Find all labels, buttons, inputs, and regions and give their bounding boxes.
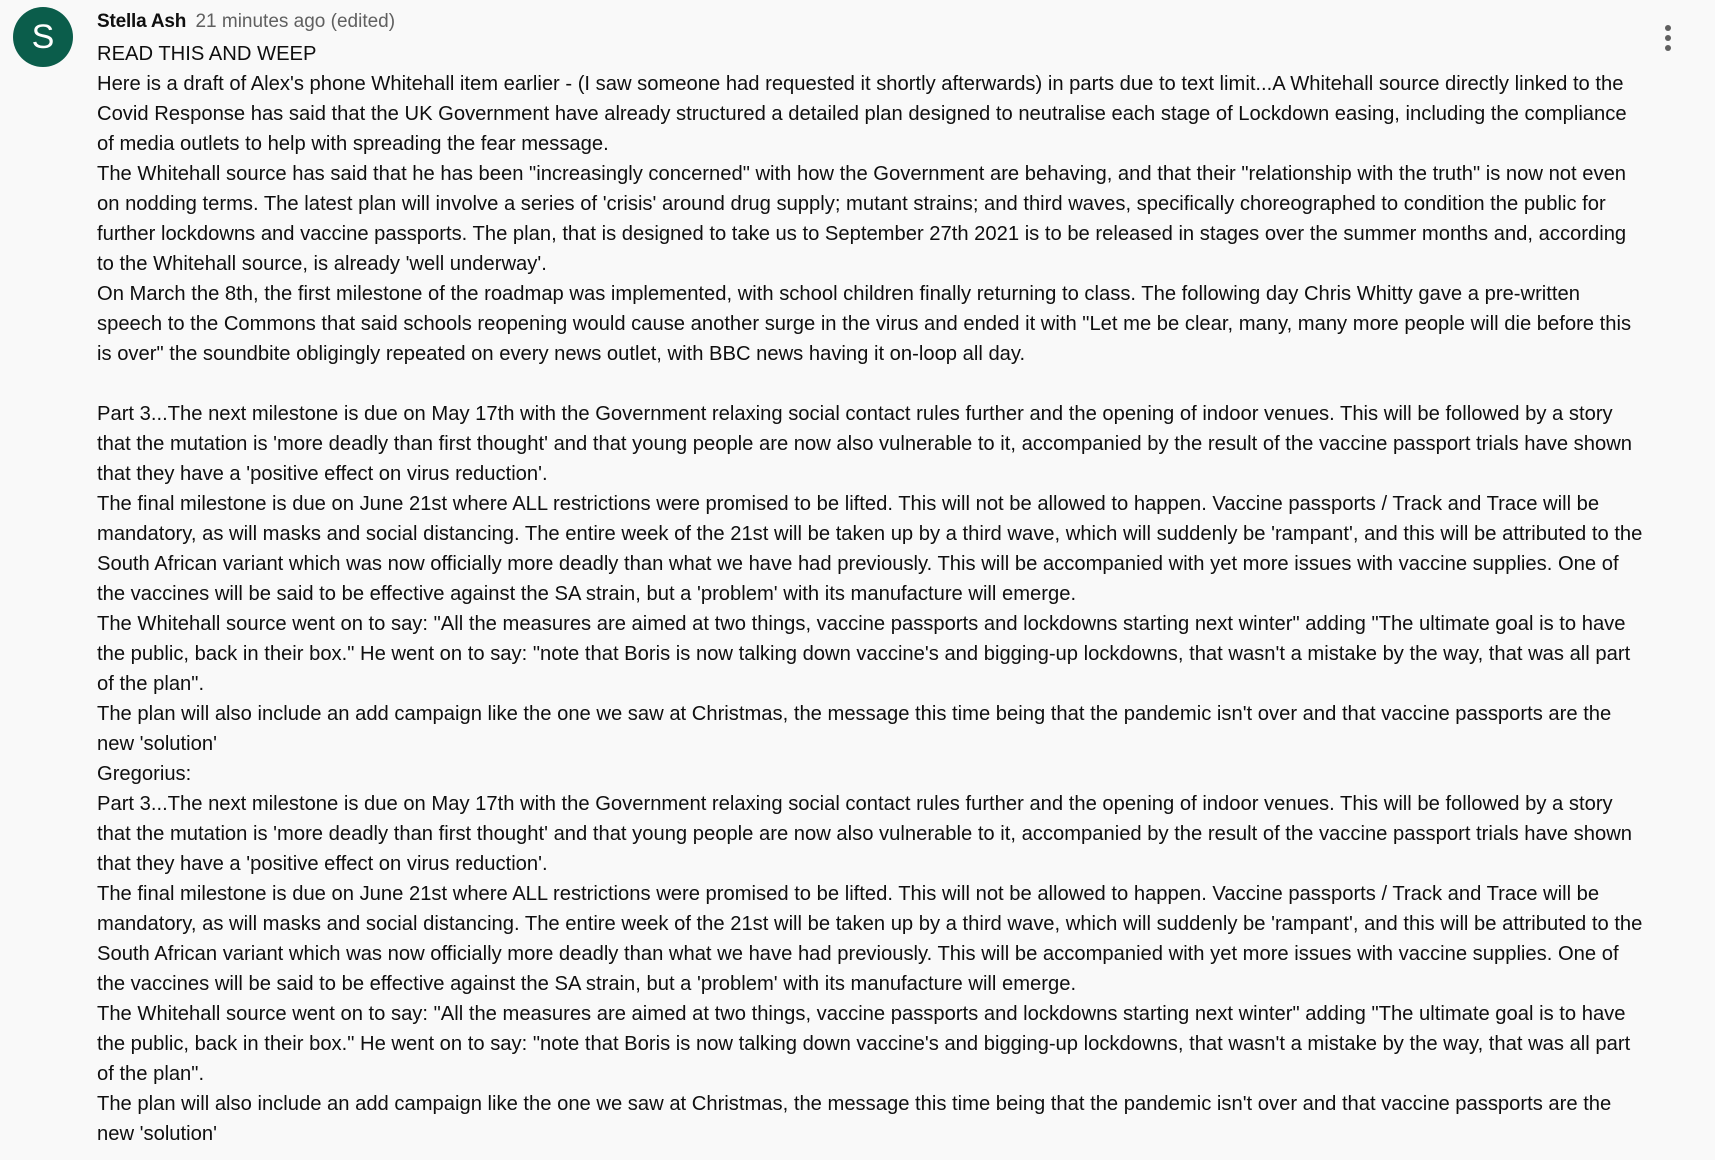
comment-paragraph: The Whitehall source has said that he has been "increasingly concerned" with how the Government are behaving, and that their "relationship with the truth" is now not even on nodding terms. The latest plan will involve a series of 'crisis' around drug supply; mutant strains; and third waves, specifically choreographed to condition the public for further lockdowns and vaccine passports. The plan, that is designed to take us to September 27th 2021 is to be released in stages over the summer months and, according to the Whitehall source, is already 'well underway'.: [97, 163, 1627, 275]
more-vertical-icon-dot: [1665, 35, 1671, 41]
comment-paragraph: The Whitehall source went on to say: "All the measures are aimed at two things, vaccine passports and lockdowns starting next winter" adding "The ultimate goal is to have the public, back in their box." He went on to say: "note that Boris is now talking down vaccine's and bigging-up lockdowns, that wasn't a mistake by the way, that was all part of the plan".: [97, 1003, 1631, 1085]
comment-timestamp[interactable]: 21 minutes ago (edited): [195, 11, 396, 32]
comment-paragraph: On March the 8th, the first milestone of the roadmap was implemented, with school children finally returning to class. The following day Chris Whitty gave a pre-written speech to the Commons that said schools reopening would cause another surge in the virus and ended it with "Let me be clear, many, many more people will die before this is over" the soundbite obligingly repeated on every news outlet, with BBC news having it on-loop all day.: [97, 283, 1632, 365]
comment-paragraph: The plan will also include an add campaign like the one we saw at Christmas, the message this time being that the pandemic isn't over and that vaccine passports are the new 'solution': [97, 703, 1612, 755]
comment-action-menu-button[interactable]: [1648, 22, 1688, 54]
comment-header: [97, 9, 1645, 35]
more-vertical-icon-dot: [1665, 45, 1671, 51]
more-vertical-icon: [1665, 25, 1671, 31]
comment-paragraph: Here is a draft of Alex's phone Whitehall item earlier - (I saw someone had requested it shortly afterwards) in parts due to text limit...A Whitehall source directly linked to the Covid Response has said that the UK Government have already structured a detailed plan designed to neutralise each stage of Lockdown easing, including the compliance of media outlets to help with spreading the fear message.: [97, 73, 1627, 155]
comment-paragraph: The final milestone is due on June 21st where ALL restrictions were promised to be lifted. This will not be allowed to happen. Vaccine passports / Track and Trace will be mandatory, as will masks and social distancing. The entire week of the 21st will be taken up by a third wave, which will suddenly be 'rampant', and this will be attributed to the South African variant which was now officially more deadly than what we have had previously. This will be accompanied with yet more issues with vaccine supplies. One of the vaccines will be said to be effective against the SA strain, but a 'problem' with its manufacture will emerge.: [97, 493, 1643, 605]
avatar-letter: S: [31, 18, 55, 56]
comment-paragraph: The Whitehall source went on to say: "All the measures are aimed at two things, vaccine passports and lockdowns starting next winter" adding "The ultimate goal is to have the public, back in their box." He went on to say: "note that Boris is now talking down vaccine's and bigging-up lockdowns, that wasn't a mistake by the way, that was all part of the plan".: [97, 613, 1631, 695]
author-name[interactable]: Stella Ash: [97, 11, 187, 32]
comment-paragraph: Part 3...The next milestone is due on May 17th with the Government relaxing social contact rules further and the opening of indoor venues. This will be followed by a story that the mutation is 'more deadly than first thought' and that young people are now also vulnerable to it, accompanied by the result of the vaccine passport trials have shown that they have a 'positive effect on virus reduction'.: [97, 793, 1633, 875]
comment-paragraph: Part 3...The next milestone is due on May 17th with the Government relaxing social contact rules further and the opening of indoor venues. This will be followed by a story that the mutation is 'more deadly than first thought' and that young people are now also vulnerable to it, accompanied by the result of the vaccine passport trials have shown that they have a 'positive effect on virus reduction'.: [97, 403, 1633, 485]
comment-paragraph: The final milestone is due on June 21st where ALL restrictions were promised to be lifted. This will not be allowed to happen. Vaccine passports / Track and Trace will be mandatory, as will masks and social distancing. The entire week of the 21st will be taken up by a third wave, which will suddenly be 'rampant', and this will be attributed to the South African variant which was now officially more deadly than what we have had previously. This will be accompanied with yet more issues with vaccine supplies. One of the vaccines will be said to be effective against the SA strain, but a 'problem' with its manufacture will emerge.: [97, 883, 1643, 995]
comment-paragraph: The plan will also include an add campaign like the one we saw at Christmas, the message this time being that the pandemic isn't over and that vaccine passports are the new 'solution': [97, 1093, 1612, 1145]
avatar[interactable]: [13, 7, 73, 67]
comment-body: [97, 39, 1645, 1149]
comment-content: [97, 9, 1645, 1149]
comment-blank-line: [97, 369, 1645, 399]
comment-paragraph: READ THIS AND WEEP: [97, 43, 317, 65]
comment-paragraph: Gregorius:: [97, 763, 192, 785]
